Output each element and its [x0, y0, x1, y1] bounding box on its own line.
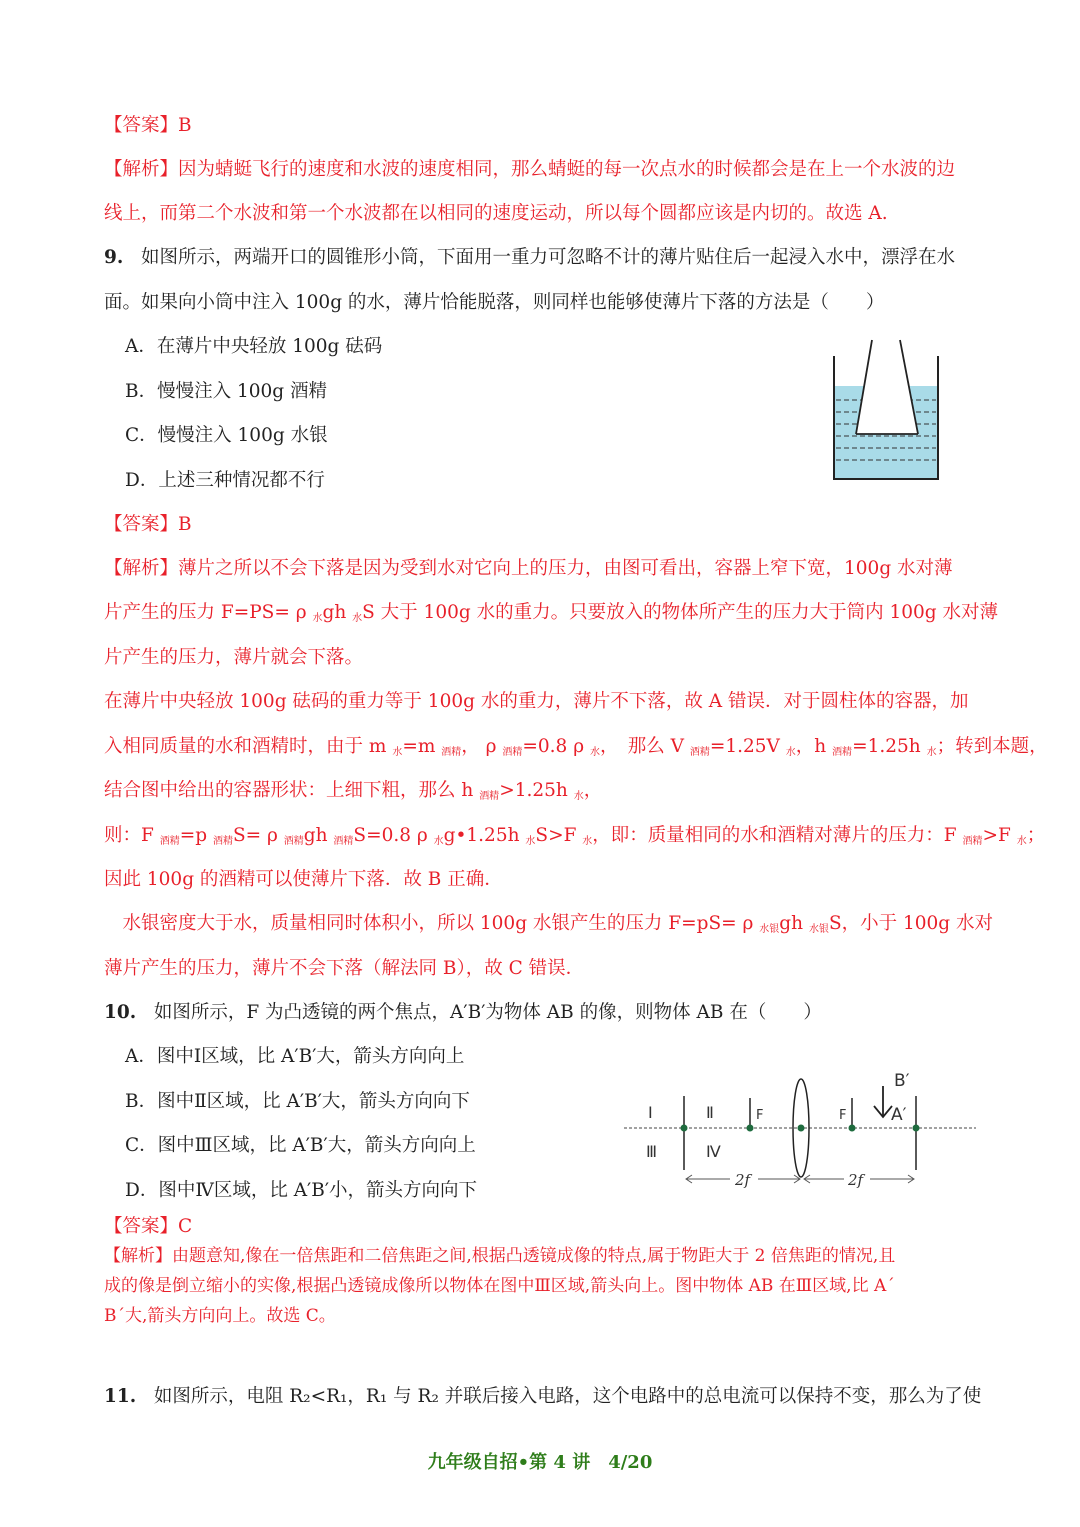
- image-b-label: B′: [894, 1071, 910, 1091]
- q9-option-b: B．慢慢注入 100g 酒精: [125, 381, 328, 402]
- region-2-label: Ⅱ: [706, 1103, 714, 1122]
- q10-analysis-line3: B´大,箭头方向向上。故选 C。: [104, 1306, 336, 1326]
- q8-answer: 【答案】B: [104, 115, 192, 136]
- q9-cone-tube-figure: [826, 336, 946, 484]
- q10-option-a: A．图中Ⅰ区域，比 A′B′大，箭头方向向上: [125, 1046, 465, 1067]
- q10-option-c: C．图中Ⅲ区域，比 A′B′大，箭头方向向上: [125, 1135, 476, 1156]
- q9-analysis-line4: 在薄片中央轻放 100g 砝码的重力等于 100g 水的重力，薄片不下落，故 A 错误．对于圆柱体的容器，加: [104, 691, 969, 712]
- q10-lens-figure: [620, 1066, 980, 1196]
- region-3-label: Ⅲ: [646, 1142, 658, 1161]
- q9-analysis-line7: 则：F $_{酒精}$=p $_{酒精}$S= ρ $_{酒精}$gh $_{酒精}$S=0.8 ρ $_水$g•1.25h $_水$S>F $_水$，即：质量相同的水和酒精对薄片的压力：F $_{酒精}$>F $_水$；: [104, 825, 1046, 847]
- q9-stem-line2: 面。如果向小筒中注入 100g 的水，薄片恰能脱落，则同样也能够使薄片下落的方法是（ ）: [104, 292, 885, 313]
- q9-analysis-line10: 薄片产生的压力，薄片不会下落（解法同 B），故 C 错误．: [104, 958, 585, 979]
- q9-analysis-line8: 因此 100g 的酒精可以使薄片下落．故 B 正确．: [104, 869, 503, 890]
- q10-analysis-line2: 成的像是倒立缩小的实像,根据凸透镜成像所以物体在图中Ⅲ区域,箭头向上。图中物体 AB 在Ⅲ区域,比 A´: [104, 1276, 895, 1296]
- q10-answer: 【答案】C: [104, 1216, 193, 1237]
- q9-analysis-line5: 入相同质量的水和酒精时，由于 m $_水$=m $_{酒精}$， ρ $_{酒精}$=0.8 ρ $_水$， 那么 V $_{酒精}$=1.25V $_水$，h $_{酒精}$=1.25h $_水$；转到本题，: [104, 736, 1048, 758]
- q10-analysis-line1: 【解析】由题意知,像在一倍焦距和二倍焦距之间,根据凸透镜成像的特点,属于物距大于 2 倍焦距的情况,且: [104, 1246, 896, 1266]
- q10-option-d: D．图中Ⅳ区域，比 A′B′小，箭头方向向下: [125, 1180, 478, 1201]
- q9-stem-line1: 9. 如图所示，两端开口的圆锥形小筒，下面用一重力可忽略不计的薄片贴住后一起浸入水中，漂浮在水: [104, 247, 955, 268]
- focus-label-left: F: [756, 1108, 764, 1123]
- region-1-label: Ⅰ: [648, 1103, 653, 1122]
- q9-option-d: D．上述三种情况都不行: [125, 470, 325, 491]
- q9-analysis-line2: 片产生的压力 F=PS= ρ $_水$gh $_水$S 大于 100g 水的重力。只要放入的物体所产生的压力大于筒内 100g 水对薄: [104, 602, 999, 624]
- q8-analysis-line1: 【解析】因为蜻蜓飞行的速度和水波的速度相同，那么蜻蜓的每一次点水的时候都会是在上一个水波的边: [104, 159, 956, 180]
- q9-analysis-line1: 【解析】薄片之所以不会下落是因为受到水对它向上的压力，由图可看出，容器上窄下宽，100g 水对薄: [104, 558, 953, 579]
- region-4-label: Ⅳ: [706, 1142, 721, 1161]
- q9-option-c: C．慢慢注入 100g 水银: [125, 425, 328, 446]
- q9-option-a: A．在薄片中央轻放 100g 砝码: [125, 336, 383, 357]
- image-a-label: A′: [891, 1105, 907, 1125]
- 2f-label-right: 2f: [848, 1171, 864, 1189]
- q9-analysis-line6: 结合图中给出的容器形状：上细下粗，那么 h $_{酒精}$>1.25h $_水$，: [104, 780, 603, 802]
- q9-number: 9.: [104, 247, 124, 268]
- q11-stem: 11. 如图所示，电阻 R₂<R₁，R₁ 与 R₂ 并联后接入电路，这个电路中的总电流可以保持不变，那么为了使: [104, 1386, 982, 1407]
- 2f-label-left: 2f: [735, 1171, 751, 1189]
- page-footer: 九年级自招•第 4 讲 4/20: [427, 1452, 653, 1473]
- q10-option-b: B．图中Ⅱ区域，比 A′B′大，箭头方向向下: [125, 1091, 470, 1112]
- q10-stem: 10. 如图所示，F 为凸透镜的两个焦点，A′B′为物体 AB 的像，则物体 AB 在（ ）: [104, 1002, 822, 1023]
- focus-label-right: F: [839, 1108, 847, 1123]
- q11-number: 11.: [104, 1386, 137, 1407]
- q8-analysis-line2: 线上，而第二个水波和第一个水波都在以相同的速度运动，所以每个圆都应该是内切的。故选 A.: [104, 203, 888, 224]
- q9-analysis-line9: 水银密度大于水，质量相同时体积小，所以 100g 水银产生的压力 F=pS= ρ $_{水银}$gh $_{水银}$S，小于 100g 水对: [104, 913, 994, 935]
- q9-answer: 【答案】B: [104, 514, 192, 535]
- q9-analysis-line3: 片产生的压力，薄片就会下落。: [104, 647, 364, 668]
- q10-number: 10.: [104, 1002, 137, 1023]
